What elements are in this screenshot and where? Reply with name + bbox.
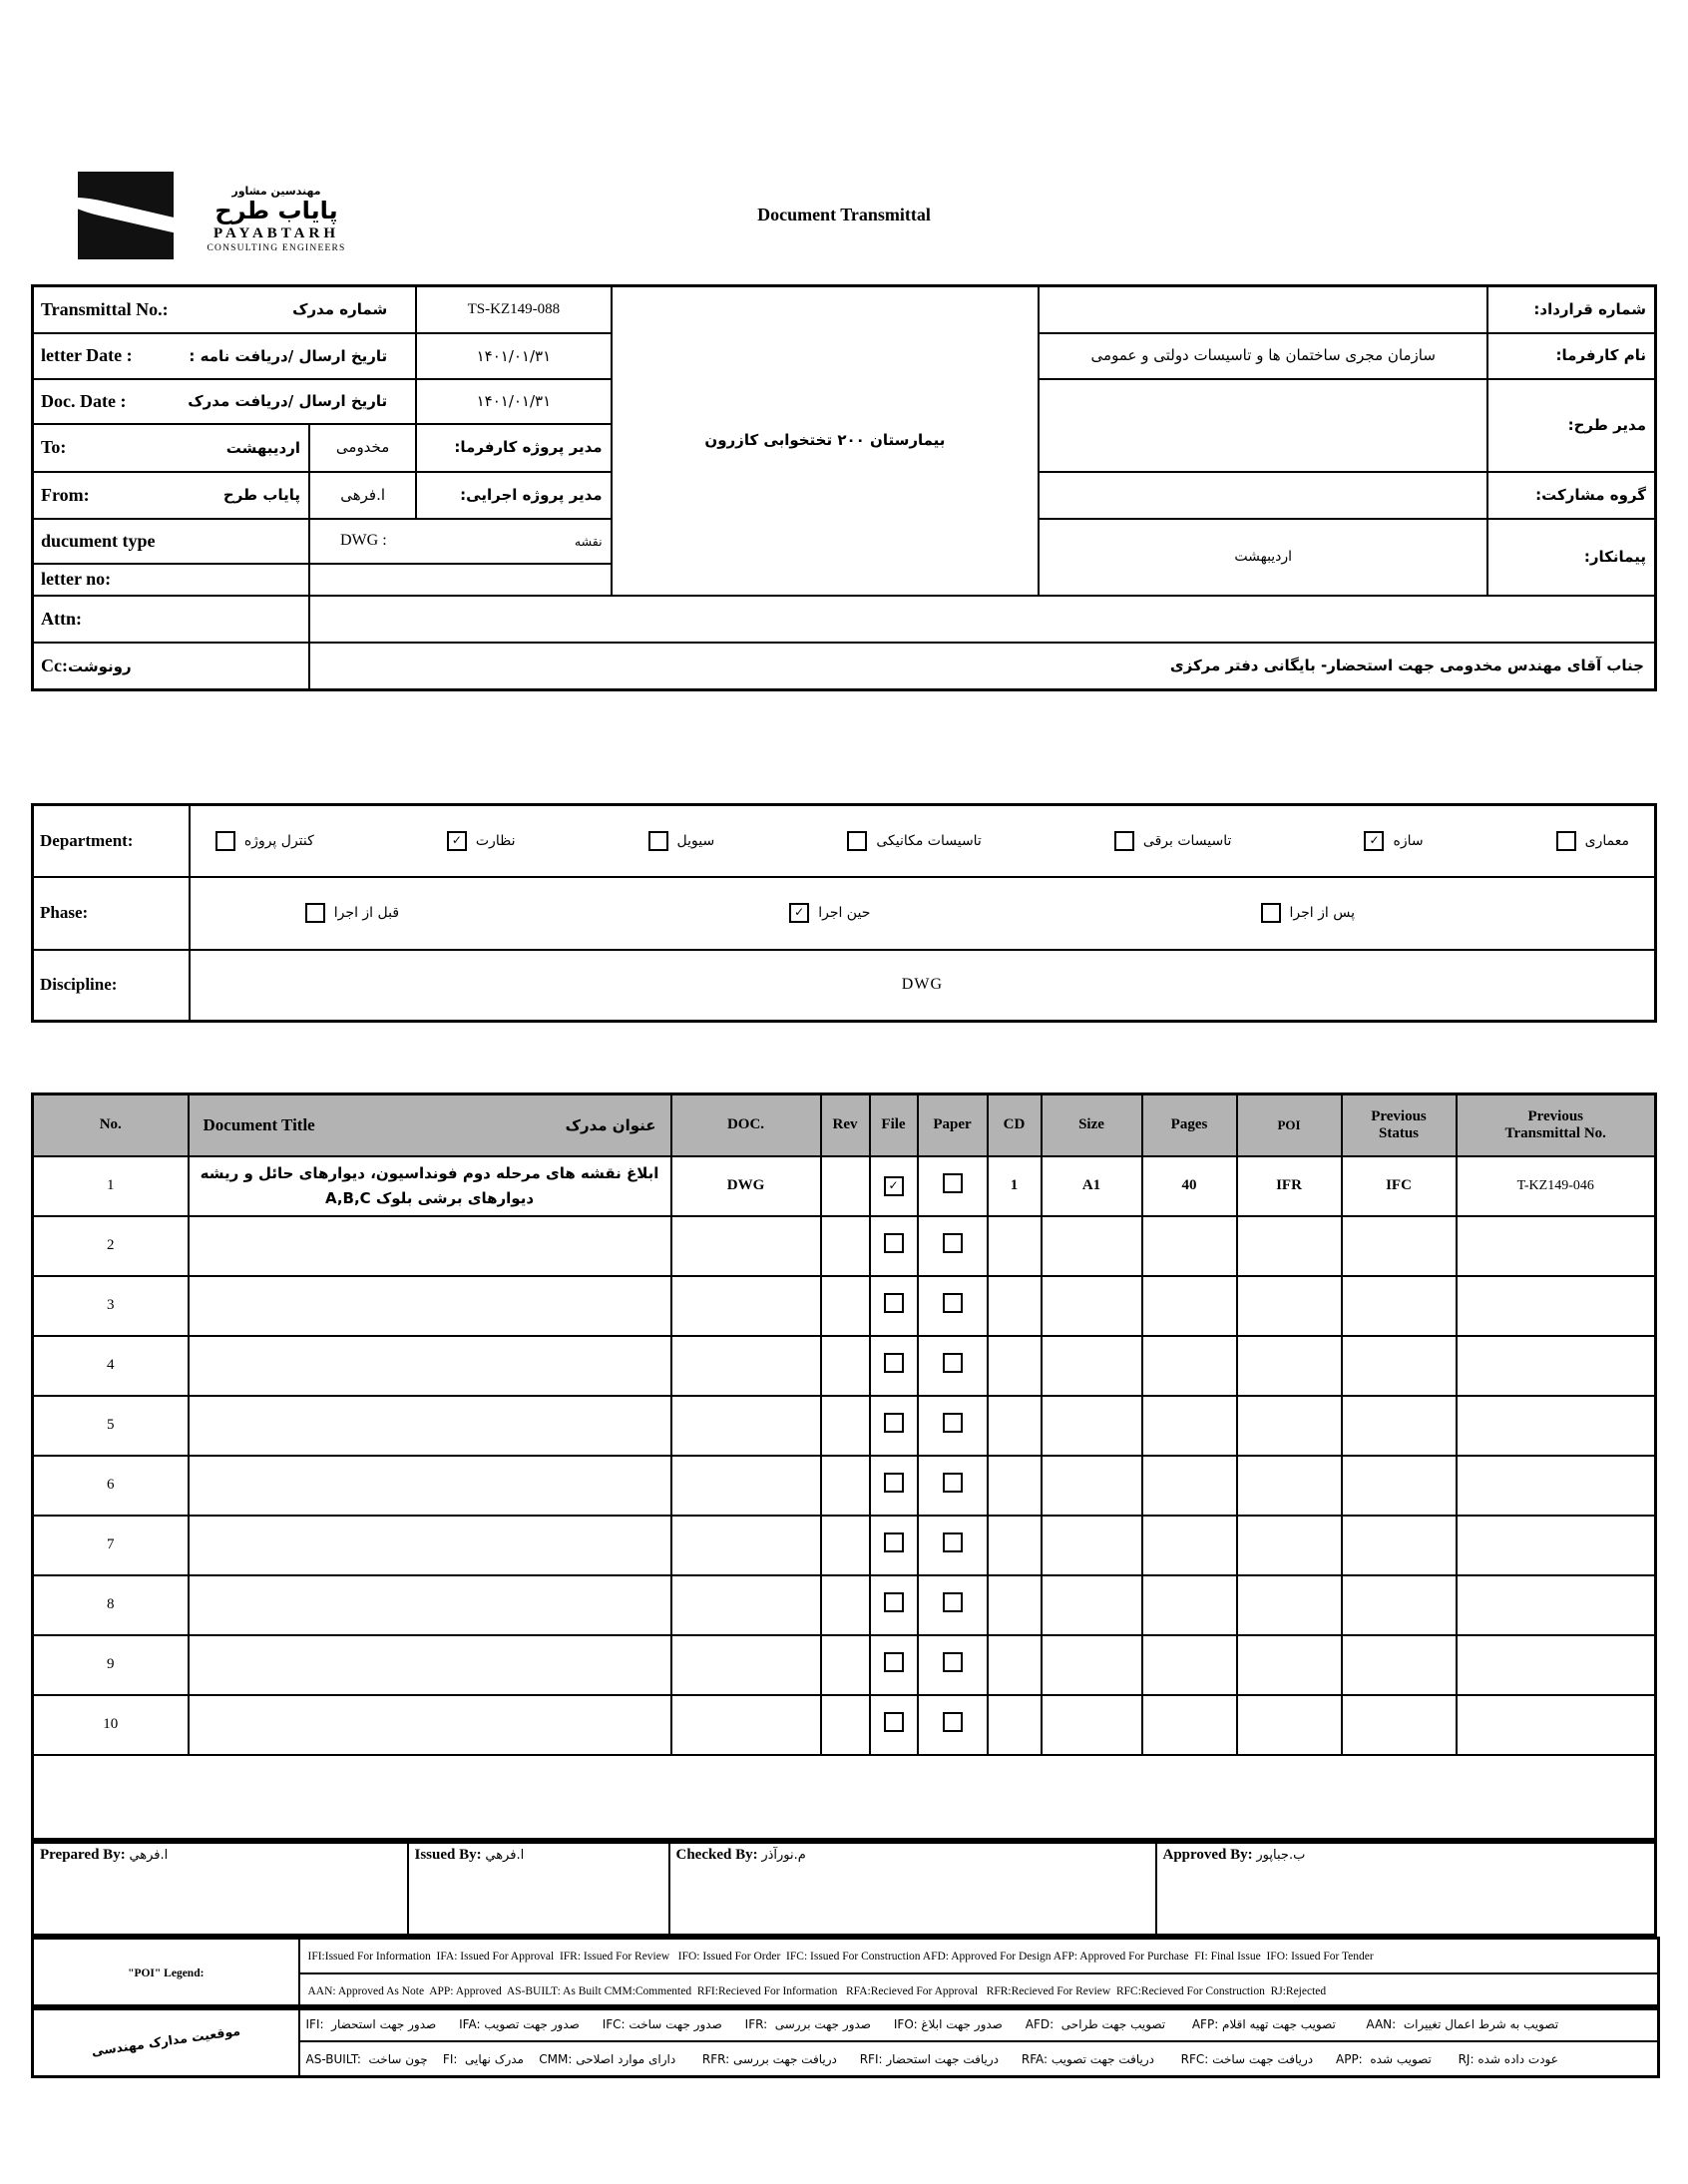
paper-checkbox[interactable] [943,1652,963,1672]
file-checkbox[interactable] [884,1712,904,1732]
cell-file [870,1156,918,1216]
poi-legend-label: "POI" Legend: [33,1939,299,2009]
document-row-5 [33,1396,1656,1456]
paper-checkbox[interactable] [943,1413,963,1433]
document-row-10 [33,1695,1656,1755]
cell-size [1042,1516,1142,1575]
cell-title [189,1396,671,1456]
documents-table [31,1092,1657,1841]
poi-legend-line-2: AAN: Approved As Note APP: Approved AS-BUILT: As Built CMM:Commented RFI:Recieved For Information RFA:Recieved For Approval RFR:Recieved For Review RFC:Recieved For Construction RJ:Rejected [299,1973,1659,2009]
department-option: نظارت ✓ [447,831,516,851]
document-row-2 [33,1216,1656,1276]
cell-pages [1142,1336,1237,1396]
col-header-poi: POI [1237,1094,1342,1156]
cell-prev-transmittal [1457,1456,1656,1516]
cell-prev-status [1342,1575,1457,1635]
cell-size [1042,1396,1142,1456]
cell-prev-transmittal [1457,1276,1656,1336]
row-department [33,805,1656,877]
cell-file [870,1276,918,1336]
to-person: مخدومی [309,424,416,472]
cell-file [870,1336,918,1396]
col-header-doc: DOC. [671,1094,821,1156]
checked-by-cell: Checked By: م.نورآذر [669,1843,1156,1936]
documents-table-header [33,1094,1656,1156]
document-row-8 [33,1575,1656,1635]
cell-cd [988,1695,1042,1755]
logo-en-name: PAYABTARH [212,224,340,241]
row-transmittal-no [33,286,1656,333]
cell-no: 8 [33,1575,189,1635]
col-header-cd: CD [988,1094,1042,1156]
cell-prev-transmittal [1457,1336,1656,1396]
poi-legend-farsi-line-1: IFI: صدور جهت استحضار IFA: صدور جهت تصویب IFC: صدور جهت ساخت IFR: صدور جهت بررسی IFO: صدور جهت ابلاغ AFD: تصویب جهت طراحی AFP: تصویب جهت تهیه اقلام AAN: تصویب به شرط اعمال تغییرات [299,2006,1659,2042]
department-phase-table [31,803,1657,1023]
cell-doc [671,1456,821,1516]
department-checkbox-mekaniki[interactable] [847,831,867,851]
cell-file [870,1695,918,1755]
cell-pages [1142,1276,1237,1336]
cell-file [870,1396,918,1456]
cell-pages: 40 [1142,1156,1237,1216]
cell-paper [918,1516,988,1575]
cell-doc [671,1575,821,1635]
cell-rev [821,1216,870,1276]
cell-title [189,1635,671,1695]
cell-poi: IFR [1237,1156,1342,1216]
cell-size [1042,1575,1142,1635]
cell-rev [821,1336,870,1396]
document-row-1 [33,1156,1656,1216]
cell-cd [988,1216,1042,1276]
cell-no: 6 [33,1456,189,1516]
col-header-prev-transmittal: Previous Transmittal No. [1457,1094,1656,1156]
cell-prev-status: IFC [1342,1156,1457,1216]
cell-title [189,1575,671,1635]
phase-checkbox-during[interactable]: ✓ [789,903,809,923]
cell-prev-transmittal [1457,1516,1656,1575]
cell-cd [988,1456,1042,1516]
cell-paper [918,1156,988,1216]
design-manager-value [1039,379,1487,472]
cell-size [1042,1695,1142,1755]
cell-poi [1237,1456,1342,1516]
cell-file [870,1216,918,1276]
cell-cd: 1 [988,1156,1042,1216]
cell-paper [918,1456,988,1516]
file-checkbox[interactable] [884,1353,904,1373]
cell-rev [821,1695,870,1755]
cell-size [1042,1635,1142,1695]
file-checkbox[interactable] [884,1293,904,1313]
paper-checkbox[interactable] [943,1293,963,1313]
doc-type-value-cell: DWG : نقشه [309,519,612,564]
cell-cd [988,1635,1042,1695]
department-option: تاسیسات برقی [1114,831,1231,851]
cell-rev [821,1575,870,1635]
document-row-9 [33,1635,1656,1695]
cell-prev-status [1342,1336,1457,1396]
paper-checkbox[interactable] [943,1353,963,1373]
paper-checkbox[interactable] [943,1532,963,1552]
poi-legend-line-1: IFI:Issued For Information IFA: Issued For Approval IFR: Issued For Review IFO: Issued For Order IFC: Issued For Construction AFD: Approved For Design AFP: Approved For Purchase FI: Final Issue IFO: Issued For Tender [299,1939,1659,1974]
cell-prev-status [1342,1456,1457,1516]
cell-prev-status [1342,1635,1457,1695]
engineering-docs-status-label: موقعیت مدارک مهندسی [33,2006,299,2077]
cell-poi [1237,1575,1342,1635]
cell-poi [1237,1516,1342,1575]
contract-no-value [1039,286,1487,333]
paper-checkbox[interactable] [943,1173,963,1193]
doc-date-label: Doc. Date : تاریخ ارسال /دریافت مدرک [33,379,417,424]
cell-size [1042,1336,1142,1396]
cell-rev [821,1396,870,1456]
cell-file [870,1456,918,1516]
logo-fa-tagline: مهندسین مشاور [231,185,321,198]
cell-cd [988,1336,1042,1396]
cell-file [870,1635,918,1695]
discipline-value: DWG [190,950,1656,1022]
cell-pages [1142,1695,1237,1755]
cc-value: جناب آقای مهندس مخدومی جهت استحضار- بایگانی دفتر مرکزی [309,643,1656,690]
cell-title: ابلاغ نقشه های مرحله دوم فونداسیون، دیوارهای حائل و ریشه دیوارهای برشی بلوک A,B,C [189,1156,671,1216]
from-person: ا.فرهی [309,472,416,519]
phase-checkbox-after[interactable] [1261,903,1281,923]
document-row-3 [33,1276,1656,1336]
cell-pages [1142,1456,1237,1516]
cell-prev-status [1342,1396,1457,1456]
cell-prev-transmittal [1457,1575,1656,1635]
contractor-value: اردیبهشت [1039,519,1487,596]
attn-label: Attn: [33,596,310,643]
cc-label: Cc:رونوشت [33,643,310,690]
cell-title [189,1456,671,1516]
letter-date-value: ۱۴۰۱/۰۱/۳۱ [416,333,611,379]
cell-poi [1237,1695,1342,1755]
department-checkbox-memari[interactable] [1556,831,1576,851]
department-option: تاسیسات مکانیکی [847,831,982,851]
cell-no: 10 [33,1695,189,1755]
page-title: Document Transmittal [757,205,931,224]
cell-prev-transmittal [1457,1396,1656,1456]
transmittal-no-label: Transmittal No.: شماره مدرک [33,286,417,333]
empty-notes-row [33,1755,1656,1840]
row-discipline [33,950,1656,1022]
paper-checkbox[interactable] [943,1712,963,1732]
cell-no: 1 [33,1156,189,1216]
cell-size: A1 [1042,1156,1142,1216]
cell-rev [821,1635,870,1695]
cell-no: 2 [33,1216,189,1276]
signatures-table [31,1841,1657,1937]
to-role-label: مدیر پروژه کارفرما: [416,424,611,472]
phase-option: حین اجرا ✓ [789,903,870,923]
poi-legend-table [31,1937,1660,2010]
client-name-label: نام کارفرما: [1487,333,1655,379]
cell-doc [671,1336,821,1396]
cell-pages [1142,1575,1237,1635]
col-header-size: Size [1042,1094,1142,1156]
department-option: کنترل پروژه [215,831,314,851]
cell-paper [918,1635,988,1695]
cell-prev-transmittal [1457,1635,1656,1695]
issued-by-cell: Issued By: ا.فرهي [408,1843,669,1936]
from-cell: From: پایاب طرح [33,472,310,519]
letter-no-label: letter no: [33,564,310,596]
cell-rev [821,1156,870,1216]
cell-no: 4 [33,1336,189,1396]
document-row-7 [33,1516,1656,1575]
cell-no: 3 [33,1276,189,1336]
transmittal-info-table [31,284,1657,691]
prepared-by-cell: Prepared By: ا.فرهي [33,1843,408,1936]
cell-doc [671,1276,821,1336]
cell-cd [988,1516,1042,1575]
design-manager-label: مدیر طرح: [1487,379,1655,472]
cell-paper [918,1336,988,1396]
cell-poi [1237,1635,1342,1695]
phase-option: قبل از اجرا [305,903,399,923]
cell-prev-status [1342,1216,1457,1276]
cell-poi [1237,1396,1342,1456]
col-header-file: File [870,1094,918,1156]
col-header-rev: Rev [821,1094,870,1156]
cell-doc: DWG [671,1156,821,1216]
cell-prev-transmittal: T-KZ149-046 [1457,1156,1656,1216]
row-cc [33,643,1656,690]
department-checkbox-control[interactable] [215,831,235,851]
transmittal-no-value: TS-KZ149-088 [416,286,611,333]
row-phase [33,877,1656,950]
attn-value [309,596,1656,643]
cell-paper [918,1216,988,1276]
cell-pages [1142,1516,1237,1575]
col-header-no: No. [33,1094,189,1156]
cell-doc [671,1216,821,1276]
cell-prev-transmittal [1457,1216,1656,1276]
letter-date-label: letter Date : تاریخ ارسال /دریافت نامه : [33,333,417,379]
cell-title [189,1276,671,1336]
department-checkbox-barghi[interactable] [1114,831,1134,851]
department-label: Department: [33,805,190,877]
cell-rev [821,1456,870,1516]
cell-title [189,1695,671,1755]
col-header-title: Document Title عنوان مدرک [189,1094,671,1156]
file-checkbox[interactable] [884,1233,904,1253]
cell-no: 7 [33,1516,189,1575]
cell-no: 9 [33,1635,189,1695]
paper-checkbox[interactable] [943,1473,963,1493]
letter-no-value [309,564,612,596]
cell-poi [1237,1276,1342,1336]
cell-file [870,1575,918,1635]
cell-paper [918,1276,988,1336]
cell-cd [988,1396,1042,1456]
cell-rev [821,1276,870,1336]
doc-date-value: ۱۴۰۱/۰۱/۳۱ [416,379,611,424]
cell-prev-status [1342,1516,1457,1575]
department-checkbox-nezarat[interactable]: ✓ [447,831,467,851]
paper-checkbox[interactable] [943,1233,963,1253]
cell-title [189,1516,671,1575]
partnership-value [1039,472,1487,519]
cell-pages [1142,1216,1237,1276]
phase-options [190,877,1656,950]
document-row-4 [33,1336,1656,1396]
file-checkbox[interactable] [884,1592,904,1612]
cell-doc [671,1516,821,1575]
phase-label: Phase: [33,877,190,950]
from-role-label: مدیر پروژه اجرایی: [416,472,611,519]
approved-by-cell: Approved By: ب.جباپور [1156,1843,1656,1936]
cell-title [189,1216,671,1276]
file-checkbox[interactable] [884,1652,904,1672]
project-name-cell: بیمارستان ۲۰۰ تختخوابی کازرون [612,286,1040,596]
cell-prev-status [1342,1276,1457,1336]
empty-notes-cell [33,1755,1656,1840]
poi-legend-farsi-line-2: AS-BUILT: چون ساخت FI: مدرک نهایی CMM: دارای موارد اصلاحی RFR: دریافت جهت بررسی RFI: دریافت جهت استحضار RFA: دریافت جهت تصویب RFC: دریافت جهت ساخت APP: تصویب شده RJ: عودت داده شده [299,2041,1659,2077]
department-checkbox-civil[interactable] [648,831,668,851]
row-attn [33,596,1656,643]
phase-option: پس از اجرا [1261,903,1355,923]
cell-prev-transmittal [1457,1695,1656,1755]
department-option: معماری [1556,831,1629,851]
department-options [190,805,1656,877]
contract-no-label: شماره قرارداد: [1487,286,1655,333]
cell-size [1042,1216,1142,1276]
cell-paper [918,1396,988,1456]
to-cell: To: اردیبهشت [33,424,310,472]
cell-cd [988,1276,1042,1336]
doc-type-label: ducument type [33,519,310,564]
logo-en-subtitle: CONSULTING ENGINEERS [207,243,346,254]
cell-pages [1142,1396,1237,1456]
file-checkbox[interactable] [884,1473,904,1493]
col-header-paper: Paper [918,1094,988,1156]
col-header-pages: Pages [1142,1094,1237,1156]
cell-title [189,1336,671,1396]
department-option: سازه ✓ [1364,831,1423,851]
cell-doc [671,1396,821,1456]
cell-poi [1237,1216,1342,1276]
phase-checkbox-before[interactable] [305,903,325,923]
department-option: سیویل [648,831,715,851]
contractor-label: پیمانکار: [1487,519,1655,596]
cell-file [870,1516,918,1575]
cell-paper [918,1695,988,1755]
file-checkbox[interactable]: ✓ [884,1176,904,1196]
paper-checkbox[interactable] [943,1592,963,1612]
discipline-label: Discipline: [33,950,190,1022]
cell-prev-status [1342,1695,1457,1755]
cell-no: 5 [33,1396,189,1456]
cell-poi [1237,1336,1342,1396]
poi-legend-table-farsi [31,2004,1660,2078]
cell-size [1042,1456,1142,1516]
cell-paper [918,1575,988,1635]
document-row-6 [33,1456,1656,1516]
cell-size [1042,1276,1142,1336]
col-header-prev-status: Previous Status [1342,1094,1457,1156]
file-checkbox[interactable] [884,1413,904,1433]
file-checkbox[interactable] [884,1532,904,1552]
cell-doc [671,1695,821,1755]
cell-rev [821,1516,870,1575]
client-name-value: سازمان مجری ساختمان ها و تاسیسات دولتی و عمومی [1039,333,1487,379]
cell-doc [671,1635,821,1695]
department-checkbox-sazeh[interactable]: ✓ [1364,831,1384,851]
partnership-label: گروه مشارکت: [1487,472,1655,519]
cell-pages [1142,1635,1237,1695]
cell-cd [988,1575,1042,1635]
logo-fa-name: پایاب طرح [214,196,338,224]
